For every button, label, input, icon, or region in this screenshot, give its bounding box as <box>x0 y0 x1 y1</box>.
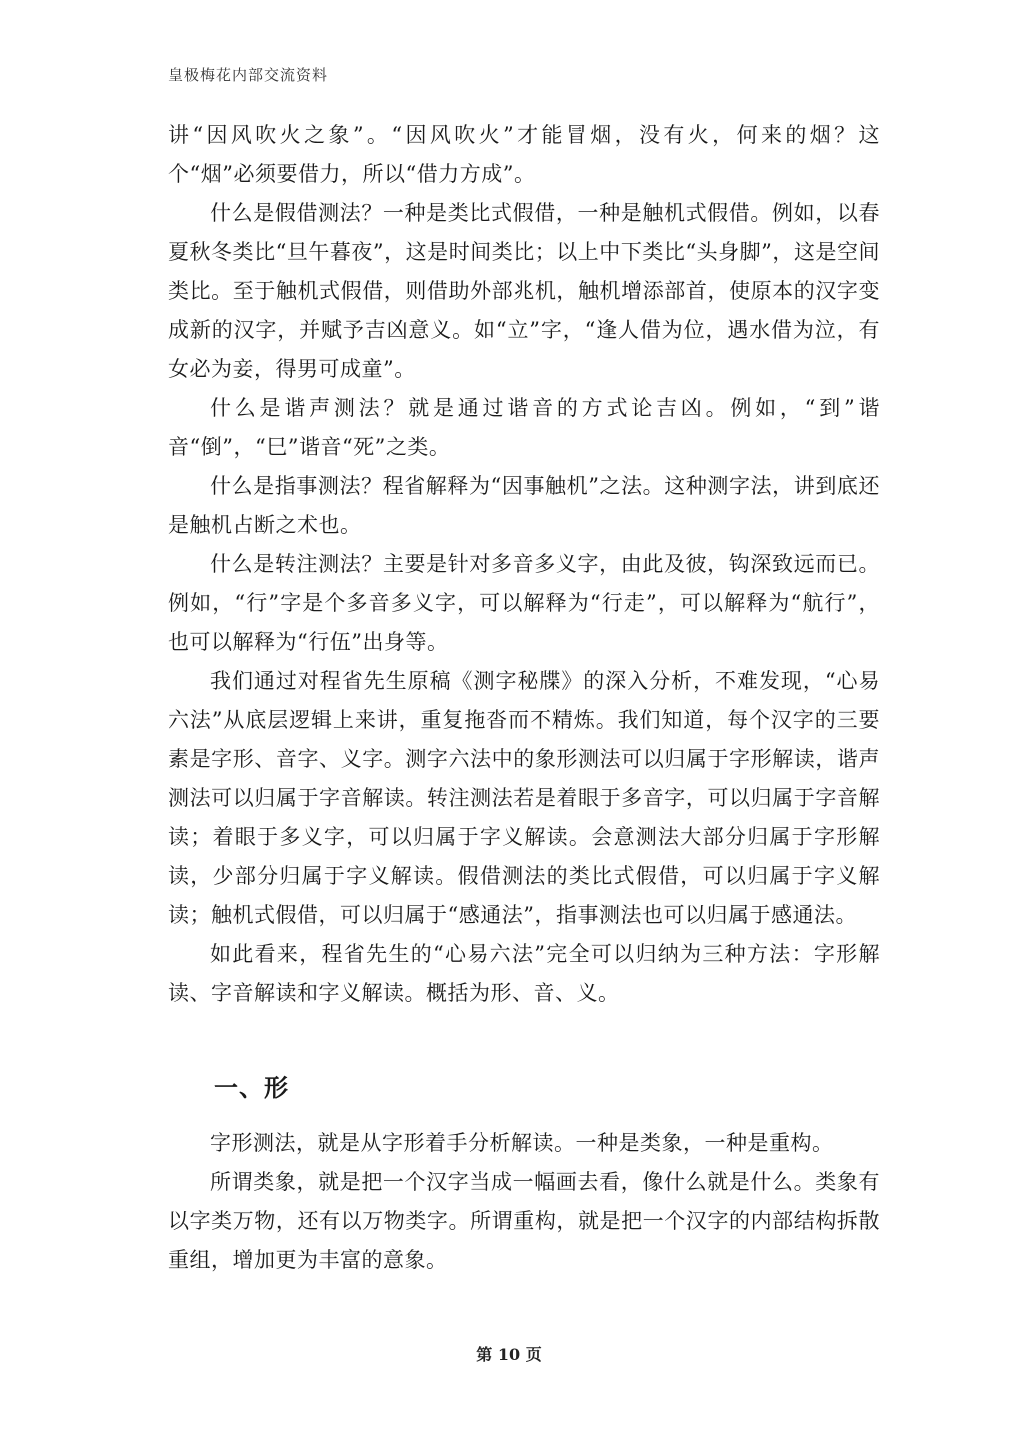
paragraph: 如此看来，程省先生的“心易六法”完全可以归纳为三种方法：字形解读、字音解读和字义解读。概括为形、音、义。 <box>168 942 880 1005</box>
paragraph: 什么是转注测法？主要是针对多音多义字，由此及彼，钩深致远而已。例如，“行”字是个多音多义字，可以解释为“行走”，可以解释为“航行”，也可以解释为“行伍”出身等。 <box>168 552 880 654</box>
page-number: 第 10 页 <box>476 1345 542 1364</box>
paragraph: 所谓类象，就是把一个汉字当成一幅画去看，像什么就是什么。类象有以字类万物，还有以万物类字。所谓重构，就是把一个汉字的内部结构拆散重组，增加更为丰富的意象。 <box>168 1170 880 1272</box>
body-text <box>168 116 880 1013</box>
paragraph: 讲“因风吹火之象”。“因风吹火”才能冒烟，没有火，何来的烟？这个“烟”必须要借力，所以“借力方成”。 <box>168 123 880 186</box>
running-header: 皇极梅花内部交流资料 <box>168 66 329 84</box>
section-body <box>168 1124 880 1280</box>
paragraph: 什么是指事测法？程省解释为“因事触机”之法。这种测字法，讲到底还是触机占断之术也。 <box>168 474 880 537</box>
paragraph: 字形测法，就是从字形着手分析解读。一种是类象，一种是重构。 <box>210 1131 834 1155</box>
paragraph: 我们通过对程省先生原稿《测字秘牒》的深入分析，不难发现，“心易六法”从底层逻辑上来讲，重复拖沓而不精炼。我们知道，每个汉字的三要素是字形、音字、义字。测字六法中的象形测法可以归属于字形解读，谐声测法可以归属于字音解读。转注测法若是着眼于多音字，可以归属于字音解读；着眼于多义字，可以归属于字义解读。会意测法大部分归属于字形解读，少部分归属于字义解读。假借测法的类比式假借，可以归属于字义解读；触机式假借，可以归属于“感通法”，指事测法也可以归属于感通法。 <box>168 669 880 927</box>
section-heading: 一、形 <box>214 1074 289 1102</box>
paragraph: 什么是假借测法？一种是类比式假借，一种是触机式假借。例如，以春夏秋冬类比“旦午暮夜”，这是时间类比；以上中下类比“头身脚”，这是空间类比。至于触机式假借，则借助外部兆机，触机增添部首，使原本的汉字变成新的汉字，并赋予吉凶意义。如“立”字，“逢人借为位，遇水借为泣，有女必为妾，得男可成童”。 <box>168 201 880 381</box>
paragraph: 什么是谐声测法？就是通过谐音的方式论吉凶。例如，“到”谐音“倒”，“巳”谐音“死”之类。 <box>168 396 880 459</box>
